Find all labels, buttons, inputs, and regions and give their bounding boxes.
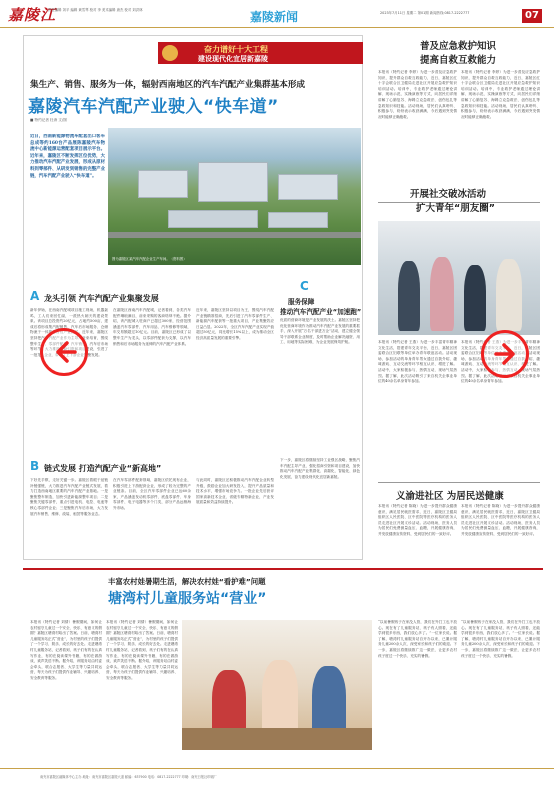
section-b-col3: 与此同时，嘉陵区还积极推动汽车汽配企业转型升级，鼓励企业加大研发投入，提升产品质量和技术水平，增强市场竞争力。一批企业先后获评国家高新技术企业、省级专精特新企业，产业发展质量和效益持续提升。	[196, 478, 274, 505]
main-headline: 嘉陵汽车汽配产业驶入“快车道”	[28, 97, 279, 117]
right-title-2b: 扩大青年“朋友圈”	[416, 203, 495, 214]
banner-line1: 奋力谱好十大工程	[204, 45, 268, 54]
person	[496, 259, 522, 331]
road	[108, 232, 361, 238]
person	[430, 257, 454, 331]
bottom-col3: “以前暑假孩子在家没人管，我们在外打工也不放心。现在有了儿童服务站，孩子有人照看，还能学到很多东西，我们放心多了。”一位家长说。据了解，塘湾村儿童服务站自开办以来，已累计服务儿童200余人次，深受家长和孩子们的欢迎。下一步，嘉陵区将继续推广这一做法，让更多农村孩子度过一个快乐、充实的暑假。	[378, 620, 457, 658]
section-c-letter: C	[300, 279, 309, 293]
section-title: 嘉陵新闻	[250, 10, 299, 24]
arrow-left-icon	[53, 340, 77, 364]
divider	[378, 482, 540, 483]
previous-page-button[interactable]	[40, 328, 88, 376]
youth-event-photo	[378, 221, 540, 335]
campaign-banner	[158, 42, 363, 64]
right-article-1-col2: 本报讯（特约记者 李婷）为进一步普及应急救护知识，提升群众自救互救能力，近日，嘉陵区红十字会联合区卫健局走进社区开展应急救护知识培训活动。培训中，专业救护老师通过理论讲解、现场示范、实操演练等方式，向居民们详细讲解了心肺复苏、海姆立克急救法、创伤包扎等急救知识和技能。活动现场，居民们认真聆听、积极参与，纷纷表示收获满满，今后遇到突发情况时能够正确施救。	[461, 70, 540, 119]
main-subhead: 集生产、销售、服务为一体，辐射西南地区的汽车汽配产业集群基本形成	[30, 80, 306, 90]
desk	[182, 728, 372, 750]
section-a-col2: 在嘉陵区西南汽车汽配城，记者看到，各类汽车配件琳琅满目，前来采购的客商络绎不绝。据介绍，该汽配城入驻商户已超过300家，经营范围涵盖汽车零部件、汽车用品、汽车维修等领域，年交易额超过10亿元。目前，嘉陵区已形成了以整车生产为龙头，以零部件配套为支撑，以汽车销售和后市场服务为延伸的汽车汽配产业体系。	[113, 308, 191, 346]
section-a-col1: 新年伊始，在西南汽配城项目施工现场，机器轰鸣，工人们来回忙碌，一派热火朝天的建设景象。该项目总投资约20亿元，占地约500亩，建成后将形成集汽配销售、汽车后市场服务、仓储物流于一体的综合性产业园区。近年来，嘉陵区坚持把汽车汽配产业作为主导产业来培育，围绕整车生产、零部件配套、汽车销售、汽车后市场等环节，大力推进招商引资和项目建设，引进了一批龙头企业，带动了上下游企业集聚发展。	[30, 308, 108, 357]
right-article-3-col2: 本报讯（特约记者 陈晓）为进一步提升群众健康意识，满足居民就医需求，近日，嘉陵区卫健局组织区人民医院、区中医院等医疗机构的医务人员走进社区开展义诊活动。活动现场，医务人员为居民们免费测量血压、血糖，开展健康咨询，并发放健康宣传资料，受到居民们的一致好评。	[461, 504, 540, 536]
editor-info: 责任编辑 刘平 编辑 黄雪琴 校对 李 美术编辑 唐杰 校对 刘洪林	[48, 8, 143, 12]
bottom-subhead: 丰富农村娃暑期生活，解决农村娃“看护难”问题	[108, 577, 266, 586]
right-title-1b: 提高自救互救能力	[420, 55, 497, 66]
issue-date: 2023年7月11日 星期二 第01期 新闻热线:0817-2222777	[380, 11, 470, 15]
page-number: 07	[522, 9, 542, 23]
byline: ■ 特约记者 杜涛 文/图	[30, 118, 67, 122]
section-b-title: 链式发展 打造汽配产业“新高地”	[44, 464, 162, 473]
lead-paragraph: 近日，西南新能源物流车配套出口客车总成等约160台产品展陈嘉陵汽车物流中心新能源运营配套项目展示平台。近年来，嘉陵区不断发挥区位优势，大力推动汽车汽配产业发展，形成从原材料到零部件、从研发到销售的完整产业链，汽车汽配产业驶入“快车道”。	[30, 134, 105, 179]
bottom-col2: 本报讯（特约记者 刘倩）暑假期间，如何让农村留守儿童过一个安全、快乐、有意义的假期？嘉陵区塘湾村给出了答案。日前，塘湾村儿童服务站正式“营业”，为村里的孩子们提供了一个学习、娱乐、成长的好去处。走进塘湾村儿童服务站，记者看到，孩子们有的在认真写作业，有的在阅读课外书籍，有的在做游戏，欢声笑语不断。据介绍，该服务站由村委会牵头，联合志愿者、大学生等力量共同运营，每天为孩子们提供作业辅导、兴趣培养、安全教育等服务。	[106, 620, 178, 680]
next-page-button[interactable]	[481, 330, 529, 378]
section-a-title: 龙头引领 汽车汽配产业集聚发展	[44, 294, 159, 303]
right-title-2a: 开展社交破冰活动	[410, 189, 487, 200]
footer	[0, 768, 554, 785]
building	[198, 162, 268, 202]
person	[398, 261, 420, 331]
section-a-col3: 近年来，嘉陵区坚持以项目为王，围绕汽车汽配产业链精准招商，先后引进了汽车零部件生产、新能源汽车配套等一批重大项目，产业集聚效应日益凸显。2022年，全区汽车汽配产业实现产值超过50亿元，同比增长15%以上，成为推动全区经济高质量发展的重要引擎。	[196, 308, 274, 340]
right-article-3-col1: 本报讯（特约记者 陈晓）为进一步提升群众健康意识，满足居民就医需求，近日，嘉陵区卫健局组织区人民医院、区中医院等医疗机构的医务人员走进社区开展义诊活动。活动现场，医务人员为居民们免费测量血压、血糖，开展健康咨询，并发放健康宣传资料，受到居民们的一致好评。	[378, 504, 457, 536]
right-article-2-col1: 本报讯（特约记者 王燕）为进一步丰富青年精神文化生活，搭建青年交友平台，近日，嘉陵区团委联合区妇联等单位举办青年联谊活动。活动现场，参加活动的单身青年男女通过自我介绍、趣味游戏、互动交流等环节相互认识、增进了解。活动中，大家积极参与、热情互动，现场气氛热烈。据了解，此次活动吸引了来自机关企事业单位的40余名单身青年参加。	[378, 340, 457, 384]
section-c-title-2: 推动汽车汽配产业“加速跑”	[280, 308, 362, 316]
section-b-head	[30, 459, 250, 476]
section-b-col2: 在汽车零部件配套领域，嘉陵区依托现有企业，积极引进上下游配套企业，形成了较为完整的产业链条。目前，全区汽车零部件企业已达60余家，产品涵盖发动机零部件、底盘零部件、车身零部件、电子电器等多个门类，部分产品远销海外市场。	[113, 478, 191, 510]
newspaper-logo: 嘉陵江	[8, 6, 57, 24]
right-article-2-col2: 本报讯（特约记者 王燕）为进一步丰富青年精神文化生活，搭建青年交友平台，近日，嘉陵区团委联合区妇联等单位举办青年联谊活动。活动现场，参加活动的单身青年男女通过自我介绍、趣味游戏、互动交流等环节相互认识、增进了解。活动中，大家积极参与、热情互动，现场气氛热烈。据了解，此次活动吸引了来自机关企事业单位的40余名单身青年参加。	[461, 340, 540, 384]
bottom-col4: “以前暑假孩子在家没人管，我们在外打工也不放心。现在有了儿童服务站，孩子有人照看，还能学到很多东西，我们放心多了。”一位家长说。据了解，塘湾村儿童服务站自开办以来，已累计服务儿童200余人次，深受家长和孩子们的欢迎。下一步，嘉陵区将继续推广这一做法，让更多农村孩子度过一个快乐、充实的暑假。	[461, 620, 540, 658]
right-article-1-col1: 本报讯（特约记者 李婷）为进一步普及应急救护知识，提升群众自救互救能力，近日，嘉陵区红十字会联合区卫健局走进社区开展应急救护知识培训活动。培训中，专业救护老师通过理论讲解、现场示范、实操演练等方式，向居民们详细讲解了心肺复苏、海姆立克急救法、创伤包扎等急救知识和技能。活动现场，居民们认真聆听、积极参与，纷纷表示收获满满，今后遇到突发情况时能够正确施救。	[378, 70, 457, 119]
section-b-letter: B	[30, 459, 40, 473]
industrial-park-photo	[108, 128, 361, 265]
section-b-col1: 下好先手棋，走好关键一步。嘉陵区着眼于延链补链强链，大力推进汽车汽配产业链式发展，着力打造西南地区重要的汽车汽配产业基地。一是聚焦整车制造，加快引进新能源整车项目；二是聚焦关键零部件，重点引进电机、电控、电池等核心零部件企业；三是聚焦汽车后市场，大力发展汽车销售、维修、改装、租赁等服务业态。	[30, 478, 108, 516]
building	[168, 210, 258, 228]
section-c-col1: 优质的营商环境是产业发展的沃土。嘉陵区坚持把优化营商环境作为推动汽车汽配产业发展的重要抓手，深入开展“万名干部进万企”活动，建立健全领导干部联系企业制度，及时帮助企业解决融资、用工、用地等实际困难，为企业发展保驾护航。	[280, 318, 360, 345]
arrow-right-icon	[494, 342, 518, 366]
section-c-title-1: 服务保障	[288, 298, 315, 306]
emblem-icon	[162, 45, 178, 61]
section-a-letter: A	[30, 289, 40, 303]
right-title-1a: 普及应急救护知识	[420, 41, 497, 52]
building	[138, 170, 188, 198]
section-c-col2: 下一步，嘉陵区将继续坚持工业强区战略，聚焦汽车汽配主导产业，强化招商引资和项目建设，加快推动汽车汽配产业集群化、高端化、智能化、绿色化发展，奋力建设现代化宜居新嘉陵。	[280, 458, 360, 479]
building	[268, 212, 328, 228]
bottom-headline: 塘湾村儿童服务站“营业”	[108, 591, 267, 607]
person	[464, 265, 486, 331]
section-a-head	[30, 289, 230, 306]
bottom-col1: 本报讯（特约记者 刘倩）暑假期间，如何让农村留守儿童过一个安全、快乐、有意义的假期？嘉陵区塘湾村给出了答案。日前，塘湾村儿童服务站正式“营业”，为村里的孩子们提供了一个学习、娱乐、成长的好去处。走进塘湾村儿童服务站，记者看到，孩子们有的在认真写作业，有的在阅读课外书籍，有的在做游戏，欢声笑语不断。据介绍，该服务站由村委会牵头，联合志愿者、大学生等力量共同运营，每天为孩子们提供作业辅导、兴趣培养、安全教育等服务。	[30, 620, 102, 680]
building	[278, 174, 338, 200]
footer-text: 南充市嘉陵区融媒体中心主办 地址：南充市嘉陵区嘉陵大道 邮编：637900 电话：0817-2222777 印刷：南充日报社印刷厂	[40, 775, 217, 779]
banner-line2: 建设现代化宜居新嘉陵	[198, 55, 268, 63]
masthead	[0, 0, 554, 28]
photo-caption: 图为嘉陵区某汽车汽配企业生产车间。（资料图）	[112, 257, 187, 261]
right-title-3: 义渝进社区 为居民送健康	[396, 491, 504, 502]
children-study-photo	[182, 620, 372, 750]
